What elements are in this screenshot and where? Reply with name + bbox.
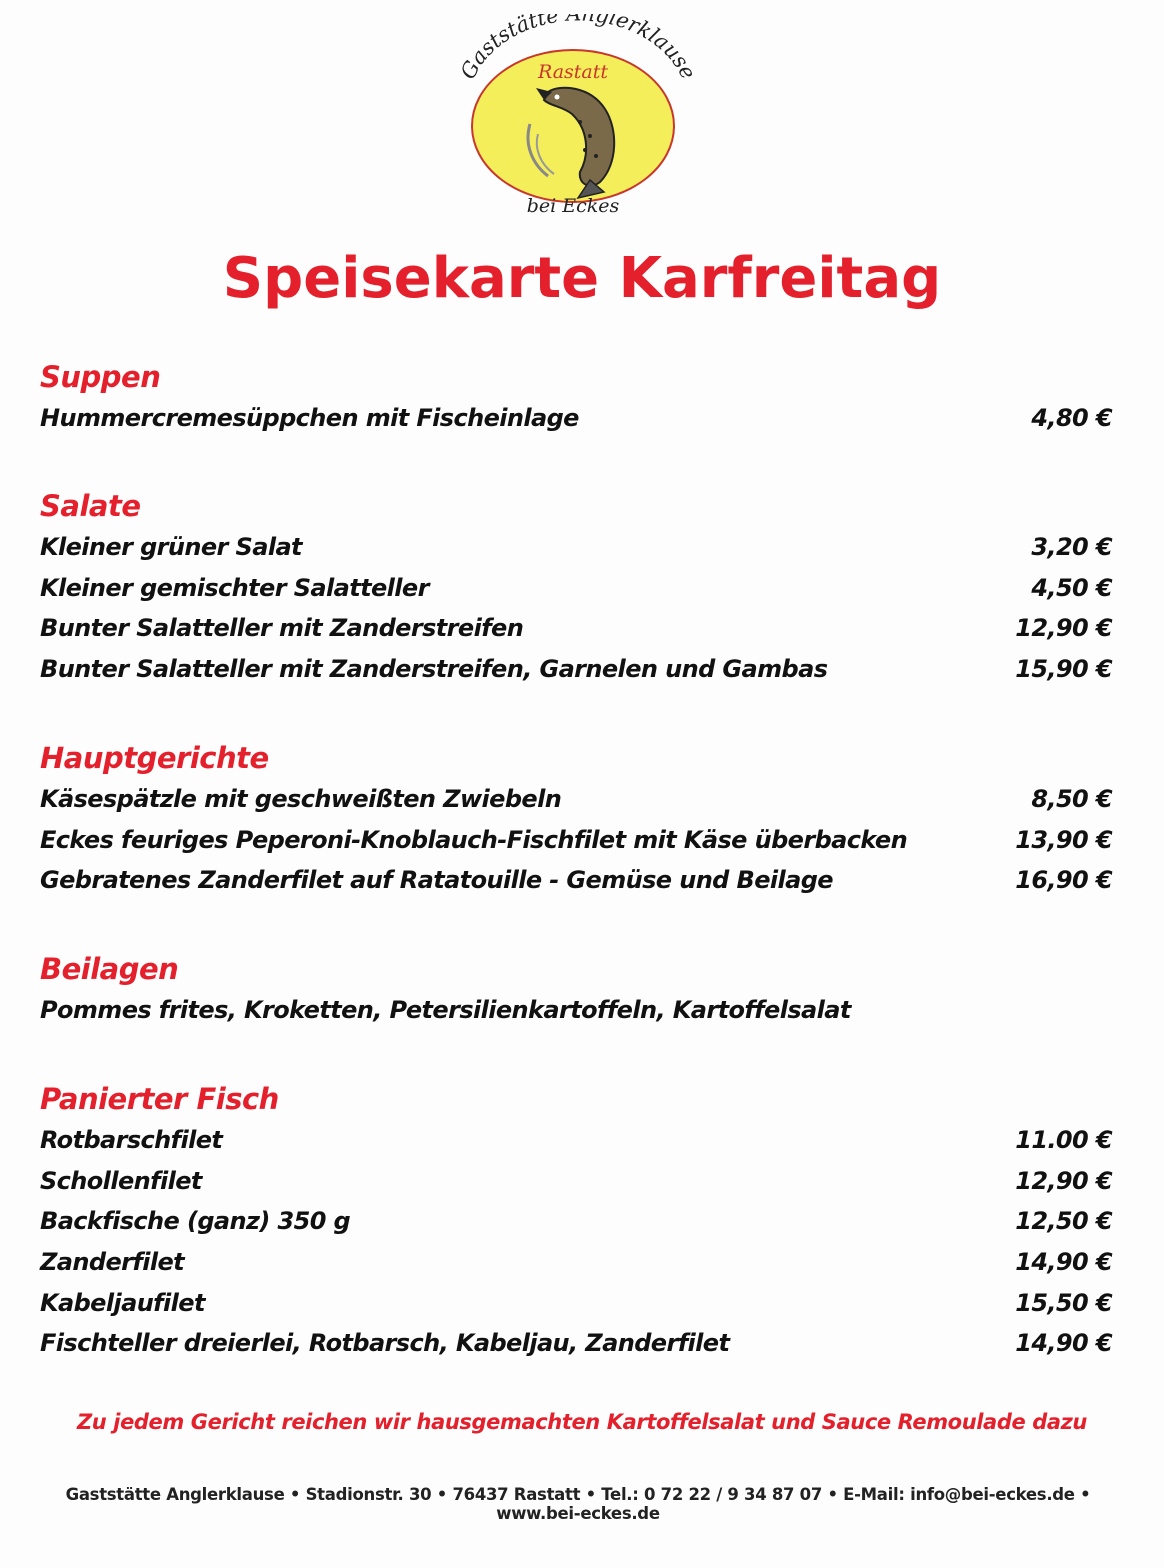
item-name: Kabeljaufilet bbox=[40, 1288, 205, 1317]
item-price: 12,90 € bbox=[1015, 1166, 1112, 1195]
menu-item bbox=[40, 1161, 1112, 1202]
item-name: Zanderfilet bbox=[40, 1248, 185, 1277]
menu-item bbox=[40, 779, 1112, 820]
item-price: 15,90 € bbox=[1015, 655, 1112, 684]
menu-item bbox=[40, 568, 1112, 609]
item-name: Bunter Salatteller mit Zanderstreifen bbox=[40, 614, 524, 643]
item-name: Käsespätzle mit geschweißten Zwiebeln bbox=[40, 785, 562, 814]
page-title: Speisekarte Karfreitag bbox=[222, 246, 942, 311]
item-price: 14,90 € bbox=[1015, 1248, 1112, 1277]
section-heading: Salate bbox=[40, 489, 141, 523]
item-price: 8,50 € bbox=[1031, 785, 1112, 814]
menu-item bbox=[40, 1242, 1112, 1283]
logo-arc-text: Gaststätte glerklause bbox=[455, 14, 701, 83]
item-price: 4,80 € bbox=[1031, 404, 1112, 433]
menu-item bbox=[40, 1323, 1112, 1364]
logo-bottom-text: bei Eckes bbox=[526, 195, 620, 217]
item-price: 14,90 € bbox=[1015, 1329, 1112, 1358]
footer-contact: Gaststätte Anglerklause • Stadionstr. 30 • 76437 Rastatt • Tel.: 0 72 22 / 9 34 87 07 • E-Mail: info@bei-eckes.de • www.bei-eckes.de bbox=[65, 1485, 1091, 1523]
item-name: Kleiner gemischter Salatteller bbox=[40, 573, 429, 602]
item-name: Rotbarschfilet bbox=[40, 1126, 223, 1155]
logo-city-text: Rastatt bbox=[537, 61, 609, 83]
section-beilagen bbox=[40, 948, 1112, 1031]
section-panierter-fisch bbox=[40, 1078, 1112, 1364]
menu-item bbox=[40, 527, 1112, 568]
logo-graphic bbox=[440, 14, 710, 220]
item-name: Pommes frites, Kroketten, Petersilienkartoffeln, Kartoffelsalat bbox=[40, 996, 851, 1025]
item-name: Eckes feuriges Peperoni-Knoblauch-Fischfilet mit Käse überbacken bbox=[40, 825, 908, 854]
menu-item bbox=[40, 820, 1112, 861]
menu-item bbox=[40, 1282, 1112, 1323]
section-heading: Beilagen bbox=[40, 952, 179, 986]
item-price: 4,50 € bbox=[1031, 573, 1112, 602]
menu-item bbox=[40, 860, 1112, 901]
item-name: Backfische (ganz) 350 g bbox=[40, 1207, 351, 1236]
item-price: 12,50 € bbox=[1015, 1207, 1112, 1236]
item-name: Gebratenes Zanderfilet auf Ratatouille - Gemüse und Beilage bbox=[40, 866, 833, 895]
section-heading: Panierter Fisch bbox=[40, 1082, 279, 1116]
item-name: Fischteller dreierlei, Rotbarsch, Kabeljau, Zanderfilet bbox=[40, 1329, 730, 1358]
restaurant-logo bbox=[440, 14, 710, 220]
section-heading: Suppen bbox=[40, 360, 161, 394]
menu-item bbox=[40, 1120, 1112, 1161]
menu-item bbox=[40, 1201, 1112, 1242]
menu-item bbox=[40, 608, 1112, 649]
item-name: Bunter Salatteller mit Zanderstreifen, Garnelen und Gambas bbox=[40, 655, 828, 684]
item-price: 11.00 € bbox=[1015, 1126, 1112, 1155]
item-name: Schollenfilet bbox=[40, 1166, 202, 1195]
item-price: 15,50 € bbox=[1015, 1288, 1112, 1317]
item-price: 13,90 € bbox=[1015, 825, 1112, 854]
item-price: 3,20 € bbox=[1031, 533, 1112, 562]
item-price: 12,90 € bbox=[1015, 614, 1112, 643]
section-heading: Hauptgerichte bbox=[40, 741, 269, 775]
section-hauptgerichte bbox=[40, 737, 1112, 901]
menu-item bbox=[40, 649, 1112, 690]
item-price: 16,90 € bbox=[1015, 866, 1112, 895]
section-suppen bbox=[40, 356, 1112, 439]
item-name: Kleiner grüner Salat bbox=[40, 533, 302, 562]
side-dish-note: Zu jedem Gericht reichen wir hausgemachten Kartoffelsalat und Sauce Remoulade dazu bbox=[76, 1410, 1087, 1434]
menu-item bbox=[40, 990, 1112, 1031]
item-name: Hummercremesüppchen mit Fischeinlage bbox=[40, 404, 579, 433]
menu-item bbox=[40, 398, 1112, 439]
section-salate bbox=[40, 485, 1112, 689]
